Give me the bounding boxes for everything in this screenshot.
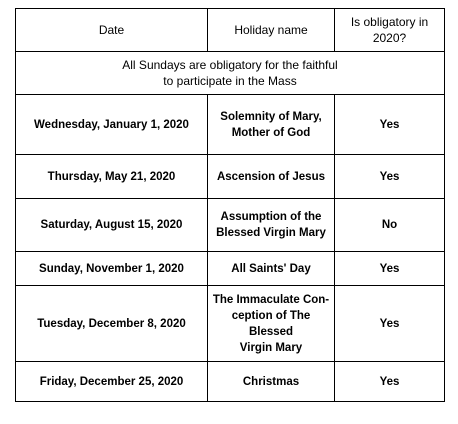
holiday-name-line: All Saints' Day <box>231 262 311 275</box>
table-row <box>16 286 445 362</box>
holidays-table <box>15 8 445 402</box>
sundays-note-line-2: to participate in the Mass <box>163 74 297 88</box>
row-obligatory: Yes <box>335 362 445 402</box>
row-date: Tuesday, December 8, 2020 <box>16 286 208 362</box>
row-obligatory: Yes <box>335 155 445 199</box>
holiday-name-line: Ascension of Jesus <box>216 170 325 183</box>
row-obligatory: Yes <box>335 95 445 155</box>
row-holiday-name <box>208 362 335 402</box>
holiday-name-line: Assumption of the <box>220 211 322 223</box>
row-date: Sunday, November 1, 2020 <box>16 252 208 286</box>
table-row <box>16 95 445 155</box>
sundays-note <box>16 52 445 95</box>
table-row <box>16 199 445 252</box>
holiday-name-line: Christmas <box>242 375 300 388</box>
holiday-name-line: The Immaculate Con- <box>212 293 330 306</box>
holiday-name-line: Blessed Virgin Mary <box>216 227 326 239</box>
header-row <box>16 9 445 52</box>
row-holiday-name <box>208 199 335 252</box>
sundays-note-line-1: All Sundays are obligatory for the faithful <box>122 58 338 72</box>
table-row <box>16 362 445 402</box>
note-row <box>16 52 445 95</box>
row-holiday-name <box>208 286 335 362</box>
holiday-name-line: Solemnity of Mary, <box>220 110 322 123</box>
table-row <box>16 155 445 199</box>
holiday-name-line: ception of The Blessed <box>231 309 311 338</box>
header-holiday-name: Holiday name <box>208 9 335 52</box>
header-obligatory: Is obligatory in 2020? <box>335 9 445 52</box>
row-holiday-name <box>208 95 335 155</box>
row-date: Wednesday, January 1, 2020 <box>16 95 208 155</box>
row-date: Friday, December 25, 2020 <box>16 362 208 402</box>
row-holiday-name <box>208 155 335 199</box>
holiday-name-line: Virgin Mary <box>239 341 303 354</box>
row-date: Saturday, August 15, 2020 <box>16 199 208 252</box>
header-date: Date <box>16 9 208 52</box>
table-row <box>16 252 445 286</box>
holiday-name-line: Mother of God <box>231 126 311 139</box>
row-obligatory: Yes <box>335 286 445 362</box>
row-date: Thursday, May 21, 2020 <box>16 155 208 199</box>
row-holiday-name <box>208 252 335 286</box>
row-obligatory: No <box>335 199 445 252</box>
row-obligatory: Yes <box>335 252 445 286</box>
